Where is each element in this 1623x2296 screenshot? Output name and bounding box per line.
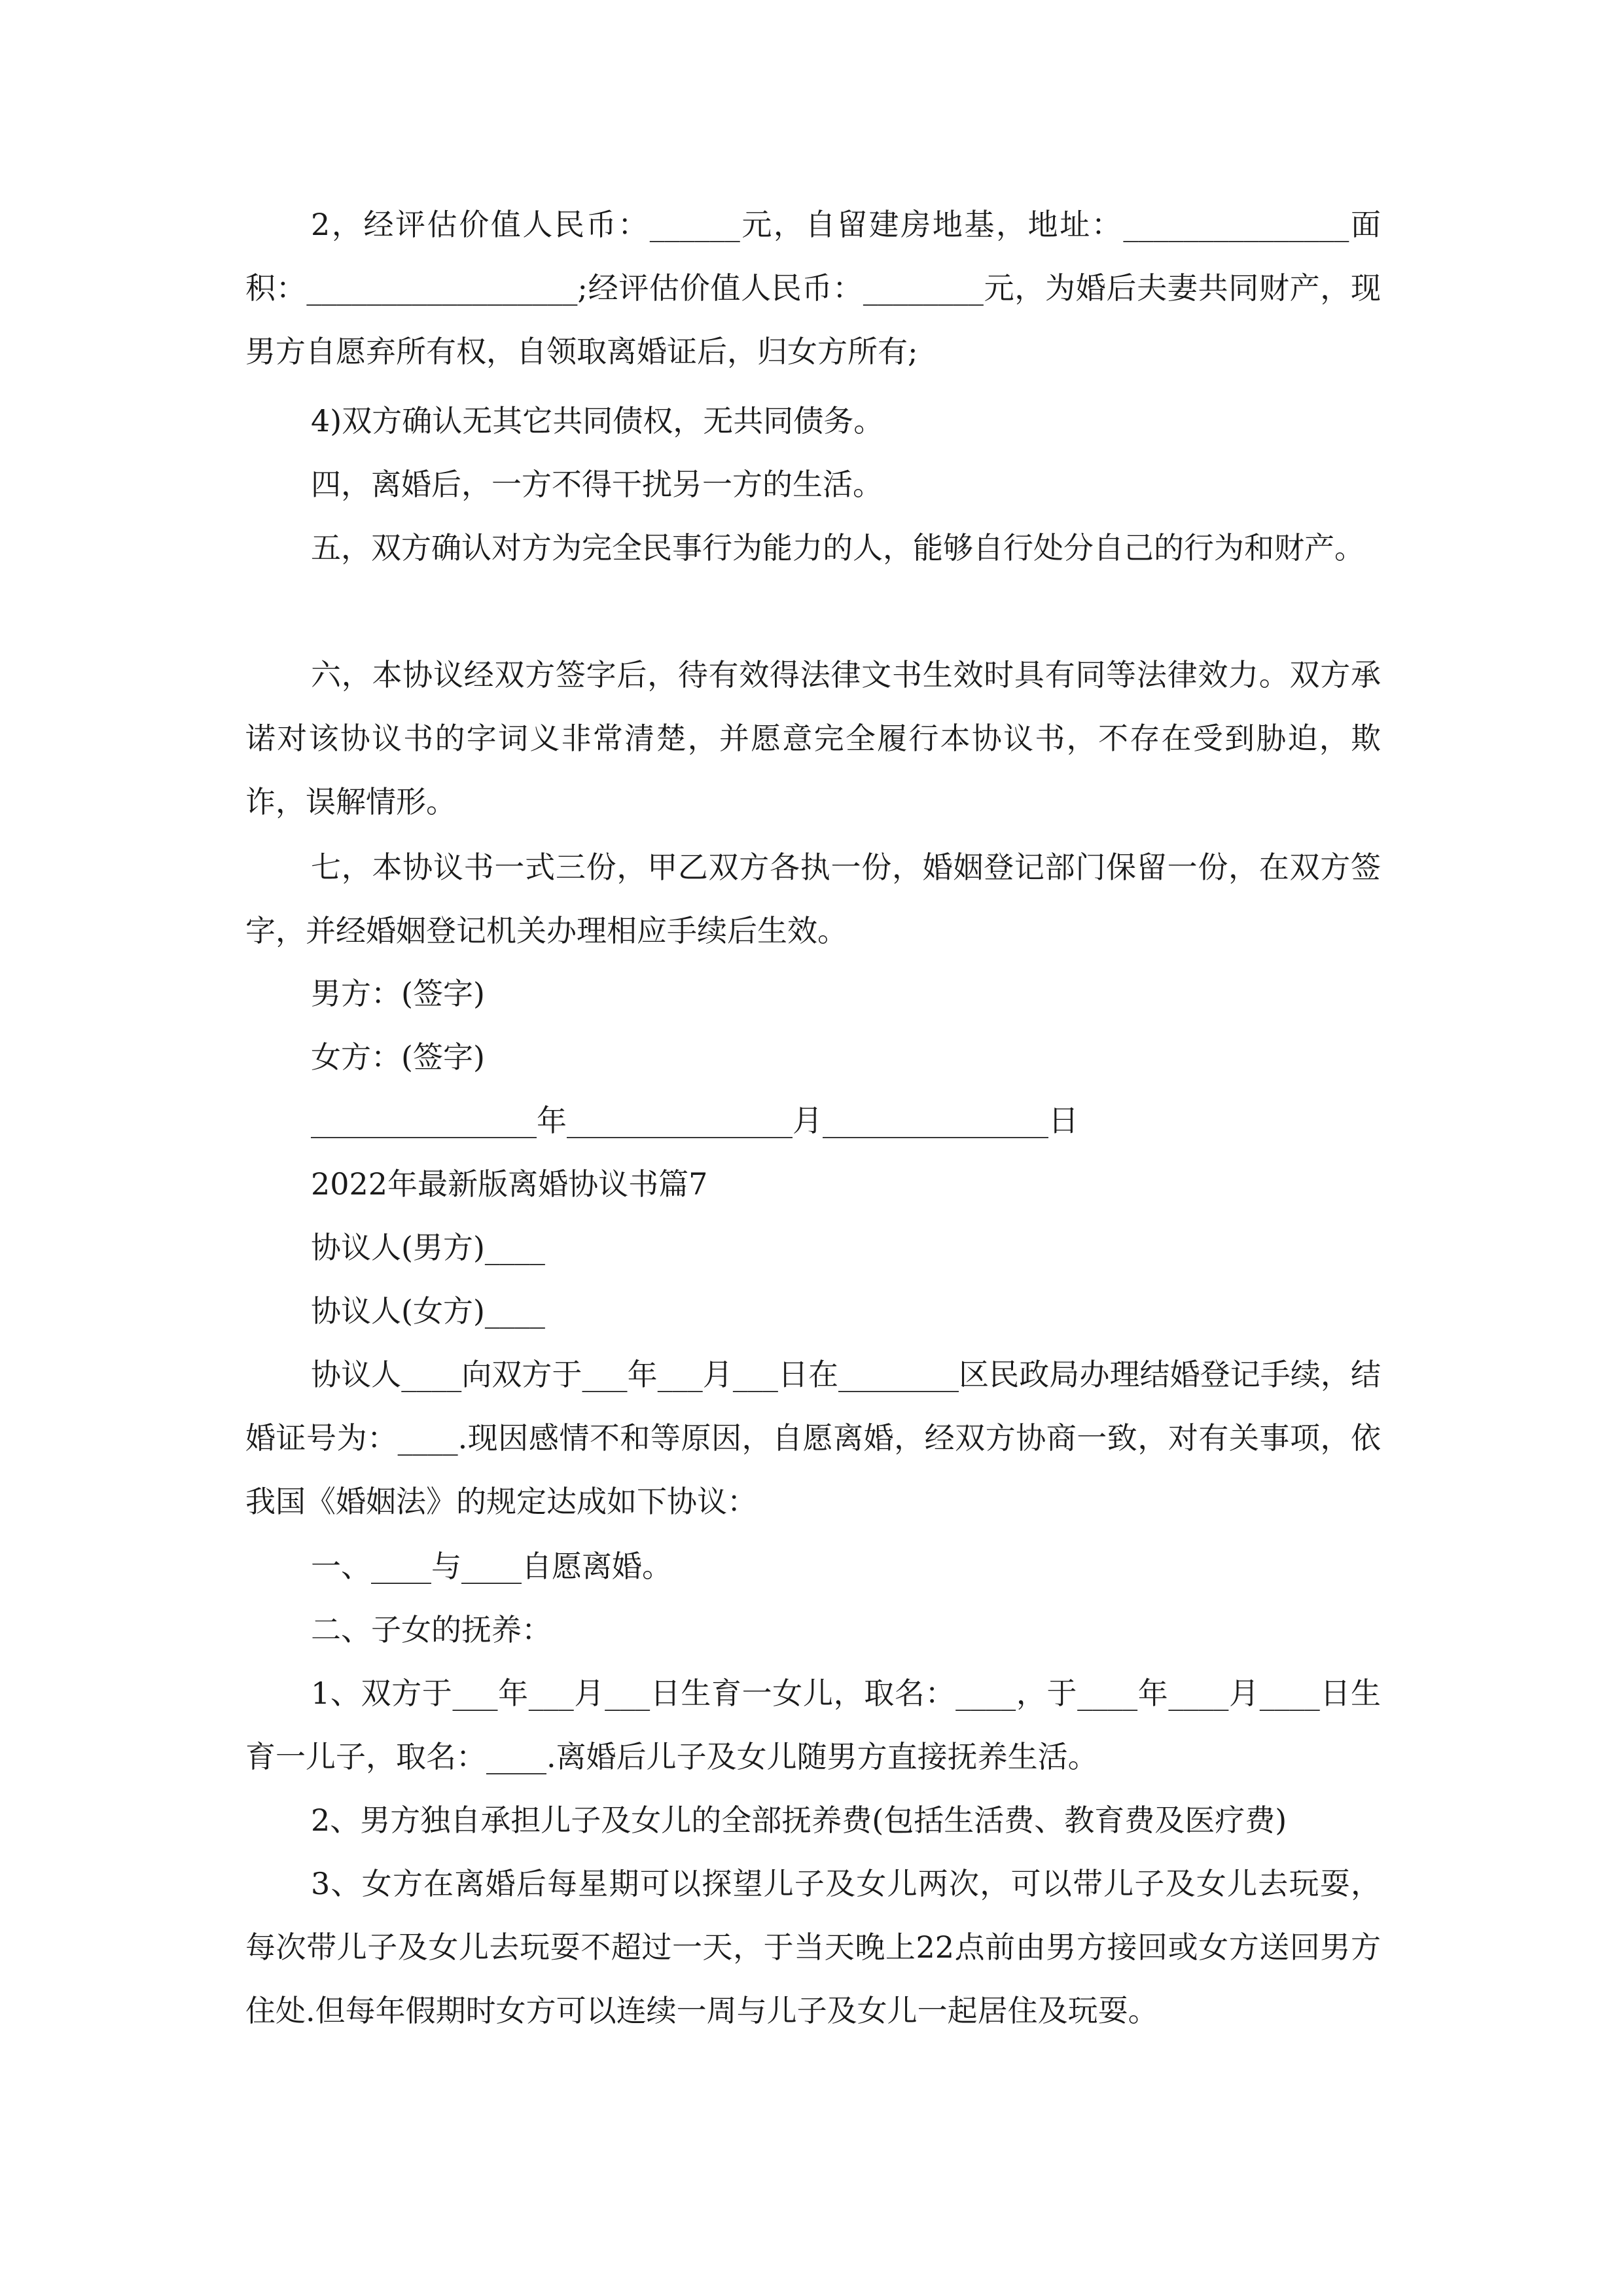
- paragraph-copies: 七，本协议书一式三份，甲乙双方各执一份，婚姻登记部门保留一份，在双方签字，并经婚姻登记机关办理相应手续后生效。: [245, 850, 1381, 948]
- party-male: 协议人(男方)____: [311, 1230, 545, 1265]
- signature-date: _______________年_______________月_______________日: [311, 1103, 1079, 1138]
- paragraph-capacity: 五，双方确认对方为完全民事行为能力的人，能够自行处分自己的行为和财产。: [311, 530, 1364, 565]
- party-female: 协议人(女方)____: [311, 1293, 545, 1329]
- paragraph-homestead-valuation: 2，经评估价值人民币：______元，自留建房地基，地址：_______________面积：__________________;经评估价值人民币：________元，为婚后夫妻共同财产，现男方自愿弃所有权，自领取离婚证后，归女方所有;: [245, 207, 1381, 369]
- clause-support-costs: 2、男方独自承担儿子及女儿的全部抚养费(包括生活费、教育费及医疗费): [311, 1803, 1287, 1838]
- clause-child-support-heading: 二、子女的抚养：: [311, 1612, 552, 1647]
- clause-visitation: 3、女方在离婚后每星期可以探望儿子及女儿两次，可以带儿子及女儿去玩耍，每次带儿子及女儿去玩耍不超过一天，于当天晚上22点前由男方接回或女方送回男方住处.但每年假期时女方可以连续一周与儿子及女儿一起居住及玩耍。: [245, 1866, 1381, 2028]
- clause-children: 1、双方于___年___月___日生育一女儿，取名：____，于____年____月____日生育一儿子，取名：____.离婚后儿子及女儿随男方直接抚养生活。: [245, 1676, 1381, 1774]
- paragraph-preamble: 协议人____向双方于___年___月___日在________区民政局办理结婚登记手续，结婚证号为：____.现因感情不和等原因，自愿离婚，经双方协商一致，对有关事项，依我国《婚姻法》的规定达成如下协议：: [245, 1357, 1381, 1519]
- signature-female: 女方：(签字): [311, 1039, 485, 1075]
- paragraph-effectiveness: 六，本协议经双方签字后，待有效得法律文书生效时具有同等法律效力。双方承诺对该协议书的字词义非常清楚，并愿意完全履行本协议书，不存在受到胁迫，欺诈，误解情形。: [245, 657, 1381, 819]
- section-title: 2022年最新版离婚协议书篇7: [311, 1166, 708, 1202]
- paragraph-no-joint-debts: 4)双方确认无其它共同债权，无共同债务。: [311, 403, 884, 439]
- clause-divorce: 一、____与____自愿离婚。: [311, 1549, 672, 1584]
- paragraph-no-interference: 四，离婚后，一方不得干扰另一方的生活。: [311, 467, 883, 502]
- signature-male: 男方：(签字): [311, 976, 485, 1011]
